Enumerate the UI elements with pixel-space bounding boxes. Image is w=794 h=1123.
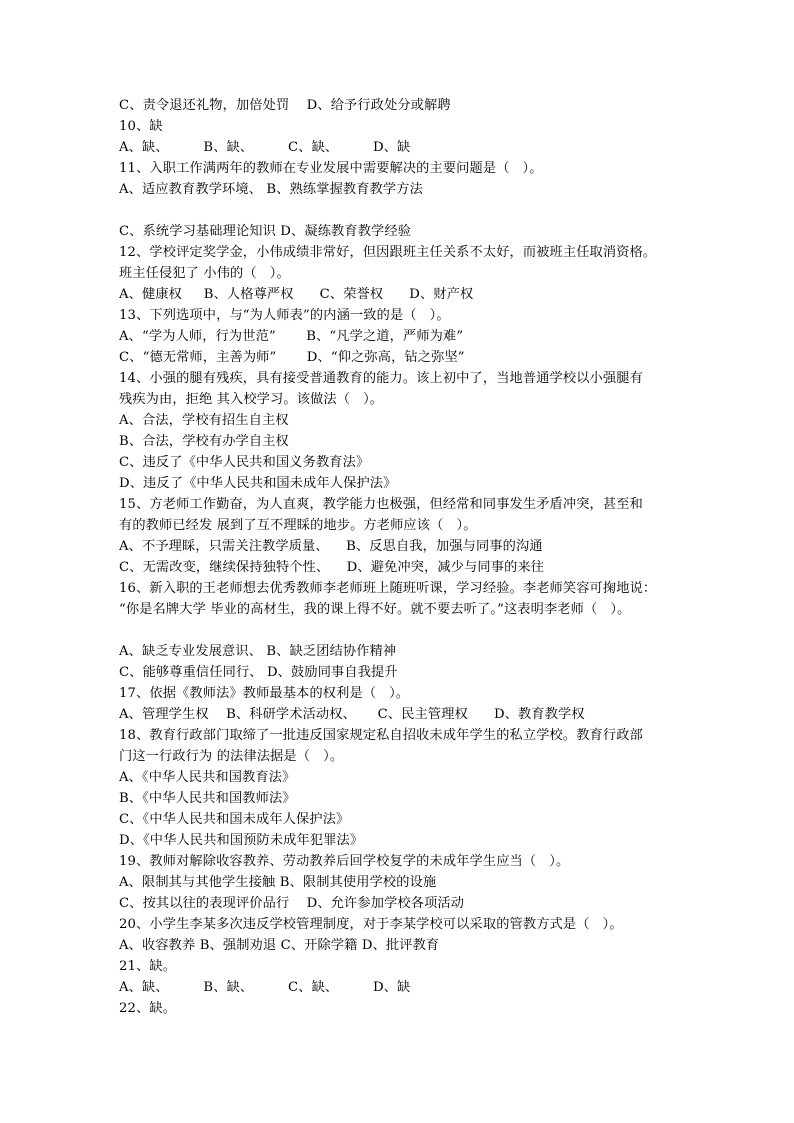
text-line: 13、下列选项中，与“为人师表”的内涵一致的是（ ）。 xyxy=(119,308,450,323)
text-line: C、违反了《中华人民共和国义务教育法》 xyxy=(119,455,370,470)
text-line: 20、小学生李某多次违反学校管理制度，对于李某学校可以采取的管教方式是（ ）。 xyxy=(119,917,623,932)
blank-line xyxy=(119,200,719,221)
text-line: C、责令退还礼物，加倍处罚 D、给予行政处分或解聘 xyxy=(119,98,451,113)
text-line: B、《中华人民共和国教师法》 xyxy=(119,791,296,806)
text-line: 残疾为由，拒绝 其入校学习。该做法（ ）。 xyxy=(119,392,384,407)
text-line: 10、缺 xyxy=(119,119,163,134)
text-line: A、合法，学校有招生自主权 xyxy=(119,413,289,428)
text-line: A、适应教育教学环境、 B、熟练掌握教育教学方法 xyxy=(119,182,423,197)
text-line: 12、学校评定奖学金，小伟成绩非常好，但因跟班主任关系不太好，而被班主任取消资格。 xyxy=(119,245,657,260)
document-body xyxy=(119,95,719,1019)
text-line: A、《中华人民共和国教育法》 xyxy=(119,770,296,785)
text-line: A、限制其与其他学生接触 B、限制其使用学校的设施 xyxy=(119,875,437,890)
text-line: D、违反了《中华人民共和国未成年人保护法》 xyxy=(119,476,397,491)
text-line: A、缺、 B、缺、 C、缺、 D、缺 xyxy=(119,980,411,995)
text-line: 16、新入职的王老师想去优秀教师李老师班上随班听课，学习经验。李老师笑容可掬地说： xyxy=(119,581,657,596)
text-line: C、“德无常师，主善为师” D、“仰之弥高，钻之弥坚” xyxy=(119,350,465,365)
text-line: 班主任侵犯了 小伟的（ ）。 xyxy=(119,266,290,281)
text-line: A、“学为人师，行为世范” B、“凡学之道，严师为难” xyxy=(119,329,464,344)
text-line: 15、方老师工作勤奋，为人直爽，教学能力也极强，但经常和同事发生矛盾冲突，甚至和 xyxy=(119,497,643,512)
text-line: “你是名牌大学 毕业的高材生，我的课上得不好。就不要去听了。”这表明李老师（ ）。 xyxy=(119,602,631,617)
text-line: C、《中华人民共和国未成年人保护法》 xyxy=(119,812,350,827)
text-line: C、无需改变，继续保持独特个性、 D、避免冲突，减少与同事的来往 xyxy=(119,560,545,575)
text-line: 11、入职工作满两年的教师在专业发展中需要解决的主要问题是（ ）。 xyxy=(119,161,543,176)
text-line: C、按其以往的表现评价品行 D、允许参加学校各项活动 xyxy=(119,896,465,911)
text-line: 19、教师对解除收容教养、劳动教养后回学校复学的未成年学生应当（ ）。 xyxy=(119,854,570,869)
text-line: A、缺、 B、缺、 C、缺、 D、缺 xyxy=(119,140,411,155)
text-line: C、系统学习基础理论知识 D、凝练教育教学经验 xyxy=(119,224,412,239)
text-line: A、管理学生权 B、科研学术活动权、 C、民主管理权 D、教育教学权 xyxy=(119,707,585,722)
text-line: B、合法，学校有办学自主权 xyxy=(119,434,289,449)
text-line: A、健康权 B、人格尊严权 C、荣誉权 D、财产权 xyxy=(119,287,474,302)
text-line: 22、缺。 xyxy=(119,1001,177,1016)
text-line: A、收容教养 B、强制劝退 C、开除学籍 D、批评教育 xyxy=(119,938,440,953)
text-line: 门这一行政行为 的法律法据是（ ）。 xyxy=(119,749,344,764)
text-line: D、《中华人民共和国预防未成年犯罪法》 xyxy=(119,833,364,848)
text-line: C、能够尊重信任同行、 D、鼓励同事自我提升 xyxy=(119,665,398,680)
text-line: 21、缺。 xyxy=(119,959,177,974)
text-line: 17、依据《教师法》教师最基本的权利是（ ）。 xyxy=(119,686,410,701)
text-line: 18、教育行政部门取缔了一批违反国家规定私自招收未成年学生的私立学校。教育行政部 xyxy=(119,728,643,743)
text-line: 14、小强的腿有残疾，具有接受普通教育的能力。该上初中了，当地普通学校以小强腿有 xyxy=(119,371,643,386)
text-line: A、缺乏专业发展意识、 B、缺乏团结协作精神 xyxy=(119,644,397,659)
blank-line xyxy=(119,620,719,641)
text-line: 有的教师已经发 展到了互不理睬的地步。方老师应该（ ）。 xyxy=(119,518,477,533)
text-line: A、不予理睬，只需关注教学质量、 B、反思自我，加强与同事的沟通 xyxy=(119,539,543,554)
